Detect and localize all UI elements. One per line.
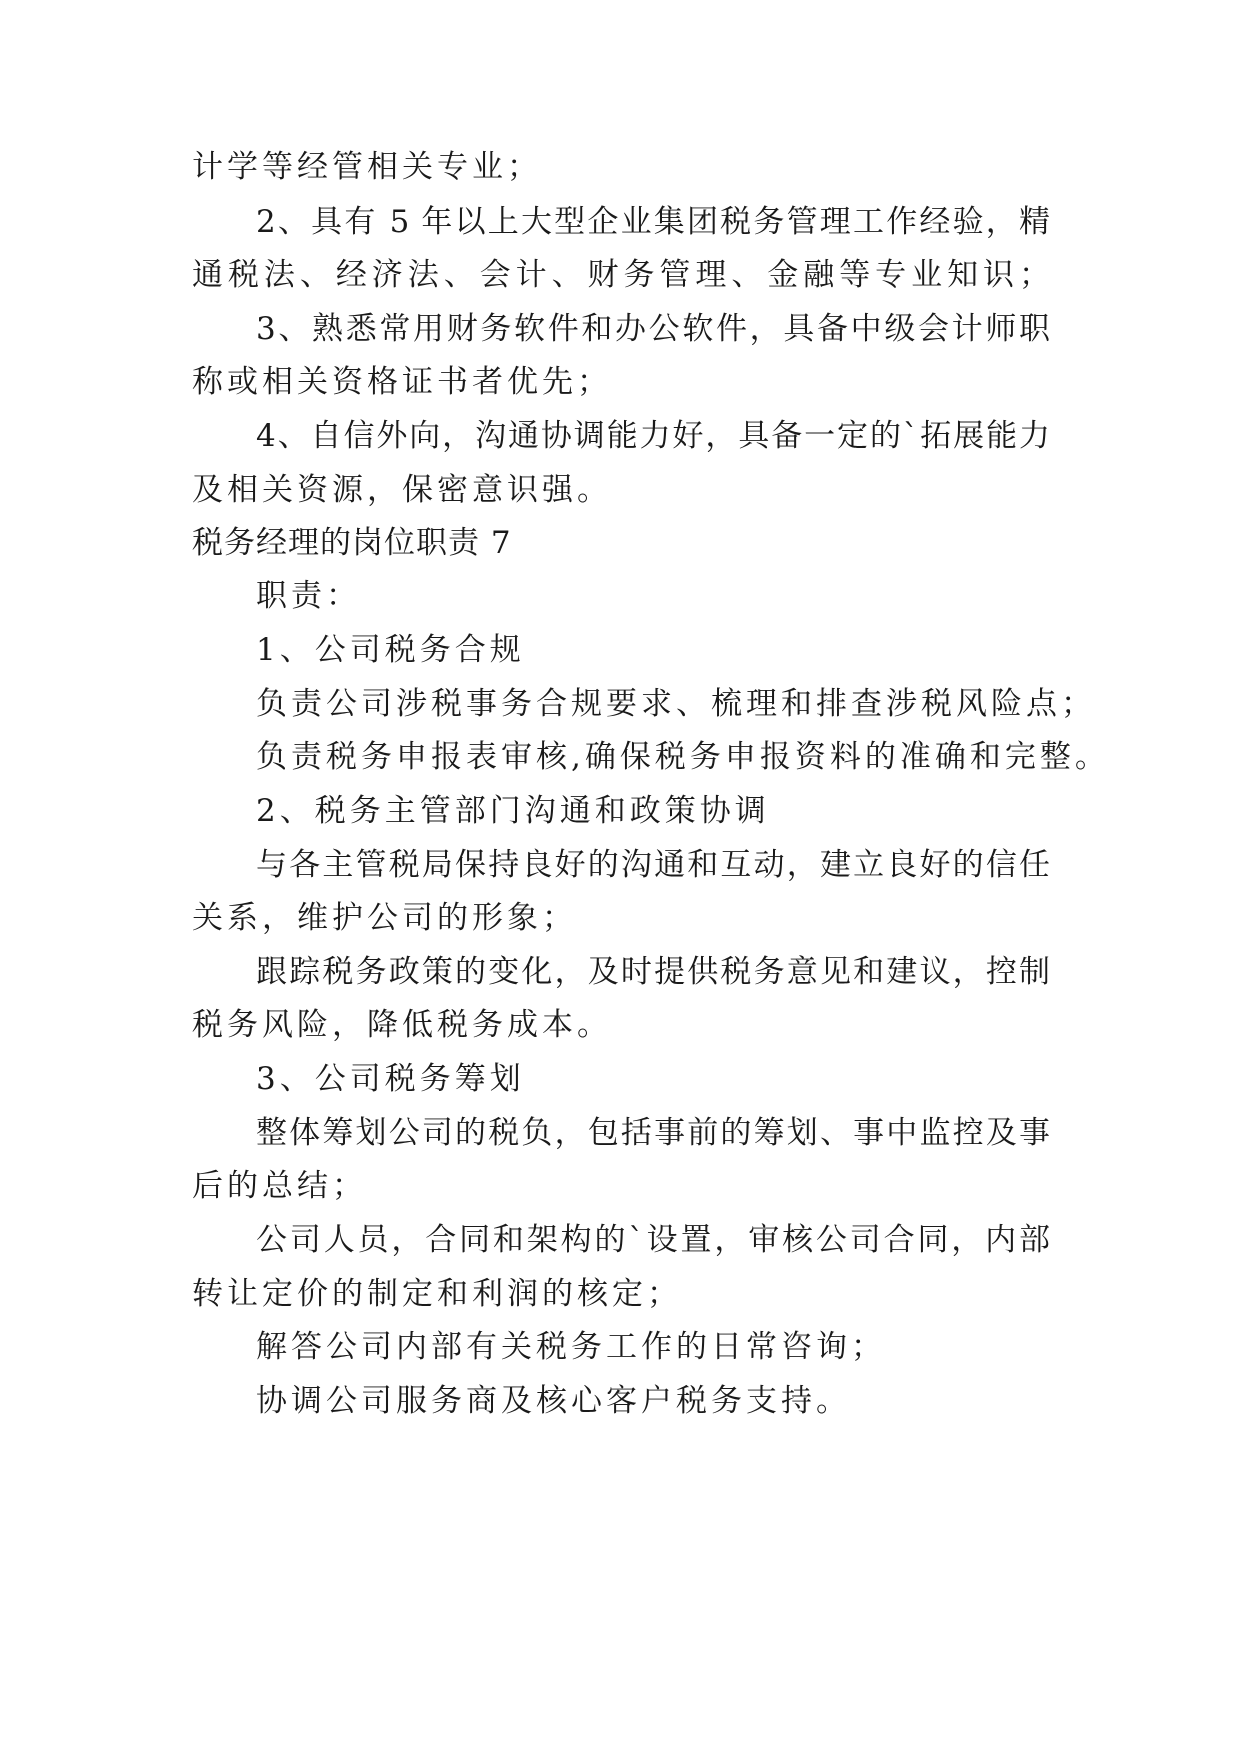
paragraph-line: 公司人员，合同和架构的`设置，审核公司合同，内部	[256, 1222, 1050, 1258]
paragraph-line: 2、具有 5 年以上大型企业集团税务管理工作经验，精	[256, 204, 1050, 240]
paragraph-line: 与各主管税局保持良好的沟通和互动，建立良好的信任	[256, 847, 1050, 883]
paragraph-line: 转让定价的制定和利润的核定；	[192, 1276, 682, 1312]
paragraph-line: 职责：	[256, 578, 361, 614]
paragraph-line: 1、公司税务合规	[256, 632, 525, 668]
paragraph-line: 通税法、经济法、会计、财务管理、金融等专业知识；	[192, 257, 1050, 293]
paragraph-line: 及相关资源，保密意识强。	[192, 472, 612, 508]
paragraph-line: 跟踪税务政策的变化，及时提供税务意见和建议，控制	[256, 954, 1050, 990]
paragraph-line: 负责公司涉税事务合规要求、梳理和排查涉税风险点；	[256, 686, 1096, 722]
paragraph-line: 整体筹划公司的税负，包括事前的筹划、事中监控及事	[256, 1115, 1050, 1151]
paragraph-line: 4、自信外向，沟通协调能力好，具备一定的`拓展能力	[256, 418, 1050, 454]
paragraph-line: 协调公司服务商及核心客户税务支持。	[256, 1383, 851, 1419]
paragraph-line: 关系，维护公司的形象；	[192, 900, 577, 936]
paragraph-line: 解答公司内部有关税务工作的日常咨询；	[256, 1329, 886, 1365]
section-heading: 税务经理的岗位职责 7	[192, 525, 512, 561]
paragraph-line: 2、税务主管部门沟通和政策协调	[256, 793, 770, 829]
paragraph-line: 称或相关资格证书者优先；	[192, 364, 612, 400]
paragraph-line: 税务风险，降低税务成本。	[192, 1007, 612, 1043]
paragraph-line: 3、公司税务筹划	[256, 1061, 525, 1097]
paragraph-line: 后的总结；	[192, 1168, 367, 1204]
paragraph-line: 3、熟悉常用财务软件和办公软件，具备中级会计师职	[256, 311, 1050, 347]
paragraph-line: 负责税务申报表审核,确保税务申报资料的准确和完整。	[256, 739, 1110, 775]
paragraph-line: 计学等经管相关专业；	[192, 149, 542, 185]
